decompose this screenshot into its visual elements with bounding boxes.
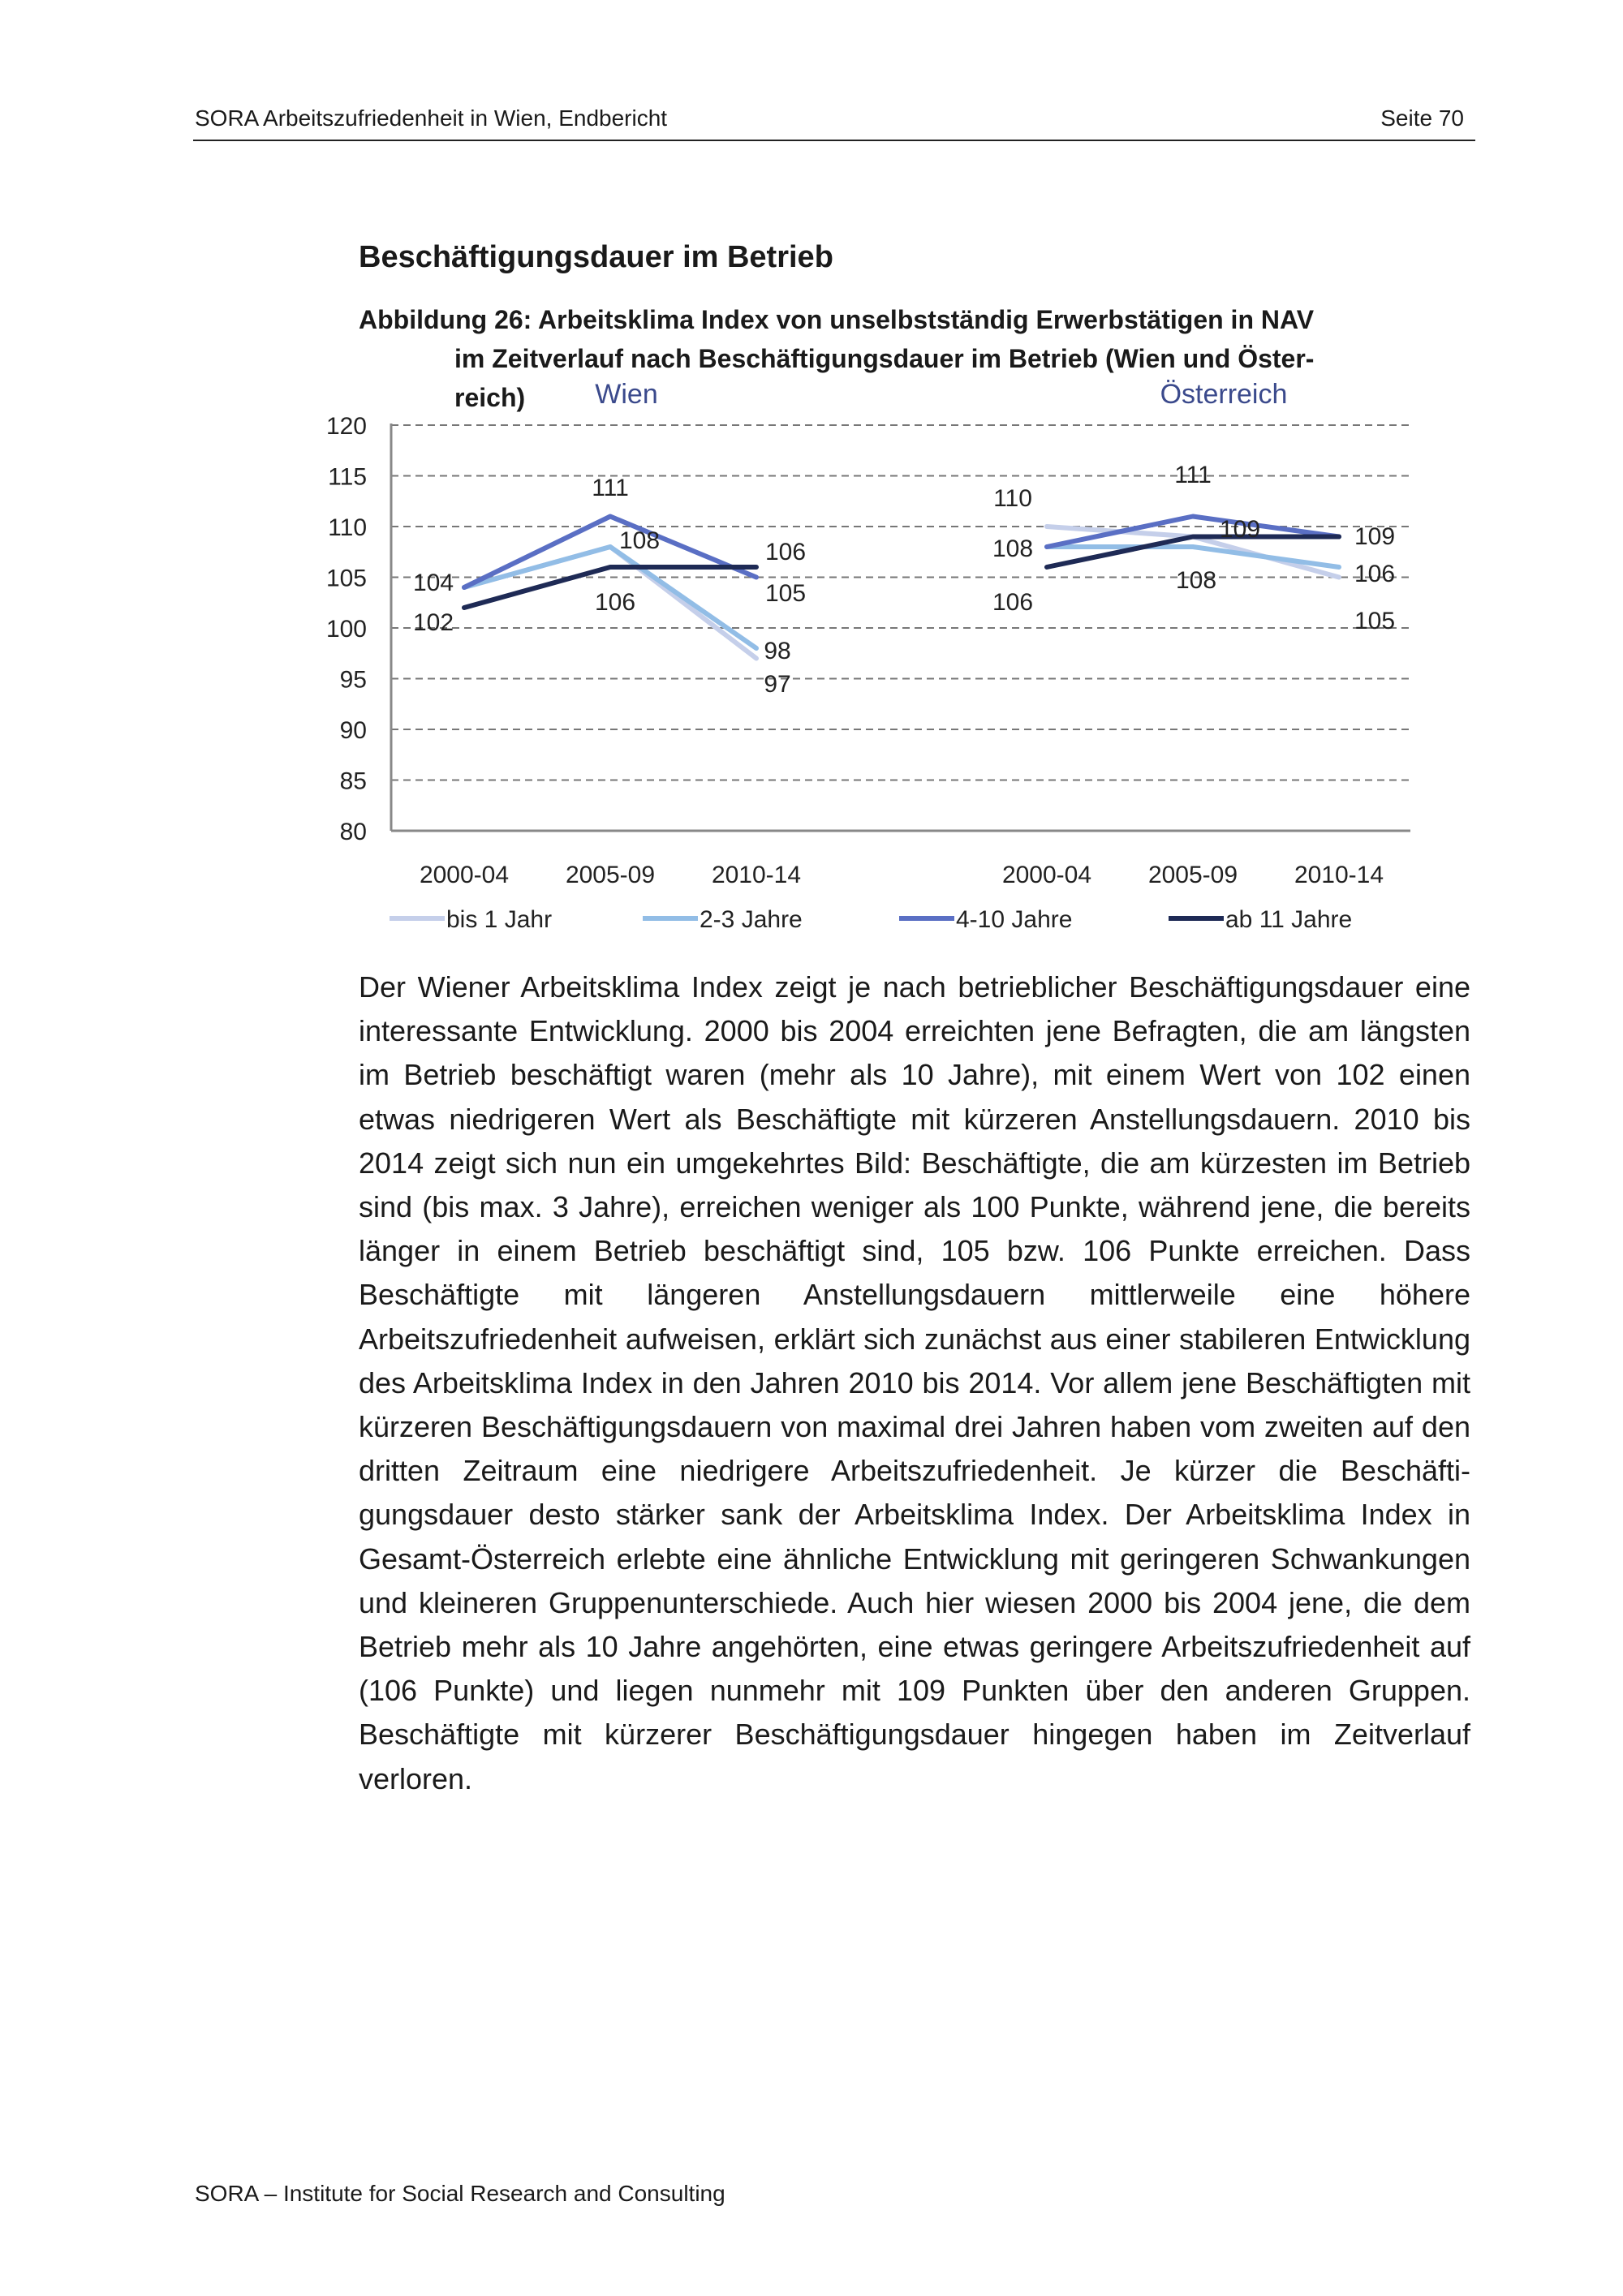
line-chart	[0, 0, 1623, 957]
data-label: 111	[592, 475, 629, 501]
caption-line-1: Abbildung 26: Arbeitsklima Index von unselbstständig Erwerbstätigen in NAV	[359, 305, 1315, 334]
data-label: 106	[992, 589, 1034, 616]
page-footer: SORA – Institute for Social Research and Consulting	[195, 2181, 725, 2206]
y-tick-label: 90	[339, 717, 367, 744]
y-tick-label: 80	[339, 819, 367, 845]
y-tick-label: 100	[325, 616, 367, 643]
legend-label: 4-10 Jahre	[956, 906, 1073, 933]
y-tick-label: 105	[325, 565, 367, 592]
body-paragraph: Der Wiener Arbeitsklima Index zeigt je nach betrieblicher Beschäftigungsdauer eine interessante Entwicklung. 2000 bis 2004 erreichten jene Befragten, die am längsten im Betrieb beschäftigt waren (mehr als 10 Jahre), mit einem Wert von 102 einen etwas niedrigeren Wert als Beschäftigte mit kürzeren Anstellungsdauern. 2010 bis 2014 zeigt sich nun ein umgekehrtes Bild: Beschäftigte, die am kürzesten im Betrieb sind (bis max. 3 Jahre), erreichen weniger als 100 Punkte, während jene, die bereits länger in einem Betrieb beschäftigt sind, 105 bzw. 106 Punkte erreichen. Dass Beschäftigte mit längeren Anstellungsdauern mittlerweile eine höhere Arbeitszufriedenheit aufweisen, erklärt sich zunächst aus einer stabileren Entwicklung des Arbeitsklima Index in den Jahren 2010 bis 2014. Vor allem jene Beschäftigten mit kürzeren Beschäftigungsdauern von maximal drei Jahren haben vom zweiten auf den dritten Zeitraum eine niedrigere Arbeitszufriedenheit. Je kürzer die Beschäftigungsdauer desto stärker sank der Arbeitsklima Index. Der Arbeitsklima Index in Gesamt-Österreich erlebte eine ähnliche Entwicklung mit geringeren Schwankungen und kleineren Gruppenunterschiede. Auch hier wiesen 2000 bis 2004 jene, die dem Betrieb mehr als 10 Jahre angehörten, eine etwas geringere Arbeitszufriedenheit auf (106 Punkte) und liegen nunmehr mit 109 Punkten über den anderen Gruppen. Beschäftigte mit kürzerer Beschäftigungsdauer hingegen haben im Zeitverlauf verloren.	[359, 970, 1470, 1795]
data-label: 98	[764, 638, 791, 664]
data-label: 111	[1174, 462, 1212, 488]
x-tick-label: 2010-14	[1294, 862, 1384, 888]
caption-line-3: reich)	[454, 383, 526, 412]
panel-title-oesterreich: Österreich	[1160, 379, 1288, 410]
legend-label: ab 11 Jahre	[1225, 906, 1353, 933]
data-label: 109	[1219, 516, 1261, 543]
x-tick-label: 2000-04	[1001, 862, 1092, 888]
data-label: 97	[764, 671, 791, 698]
data-label: 109	[1354, 523, 1396, 550]
data-label: 110	[993, 485, 1032, 512]
y-tick-label: 115	[328, 463, 367, 491]
data-label: 106	[764, 539, 807, 565]
data-label: 104	[412, 570, 454, 596]
y-tick-label: 95	[339, 666, 367, 694]
panel-title-wien: Wien	[595, 379, 658, 410]
legend-label: bis 1 Jahr	[446, 906, 553, 933]
x-tick-label: 2000-04	[419, 862, 510, 888]
x-tick-label: 2010-14	[711, 862, 802, 888]
x-tick-label: 2005-09	[565, 862, 656, 888]
caption-line-2: im Zeitverlauf nach Beschäftigungsdauer im Betrieb (Wien und Öster-	[454, 344, 1315, 373]
data-label: 108	[618, 527, 661, 554]
y-tick-label: 110	[328, 514, 367, 541]
x-tick-label: 2005-09	[1147, 862, 1238, 888]
page-number: Seite 70	[1380, 105, 1464, 131]
data-label: 105	[1354, 608, 1396, 634]
data-label: 106	[594, 589, 636, 616]
y-tick-label: 85	[339, 767, 367, 795]
data-label: 105	[764, 580, 807, 607]
data-label: 106	[1354, 561, 1396, 587]
data-label: 108	[1175, 567, 1217, 594]
data-label: 108	[992, 535, 1034, 562]
legend-label: 2-3 Jahre	[700, 906, 803, 933]
header-title: SORA Arbeitszufriedenheit in Wien, Endbericht	[195, 105, 668, 131]
data-label: 102	[412, 609, 454, 636]
y-tick-label: 120	[325, 413, 367, 440]
section-title: Beschäftigungsdauer im Betrieb	[359, 240, 833, 274]
